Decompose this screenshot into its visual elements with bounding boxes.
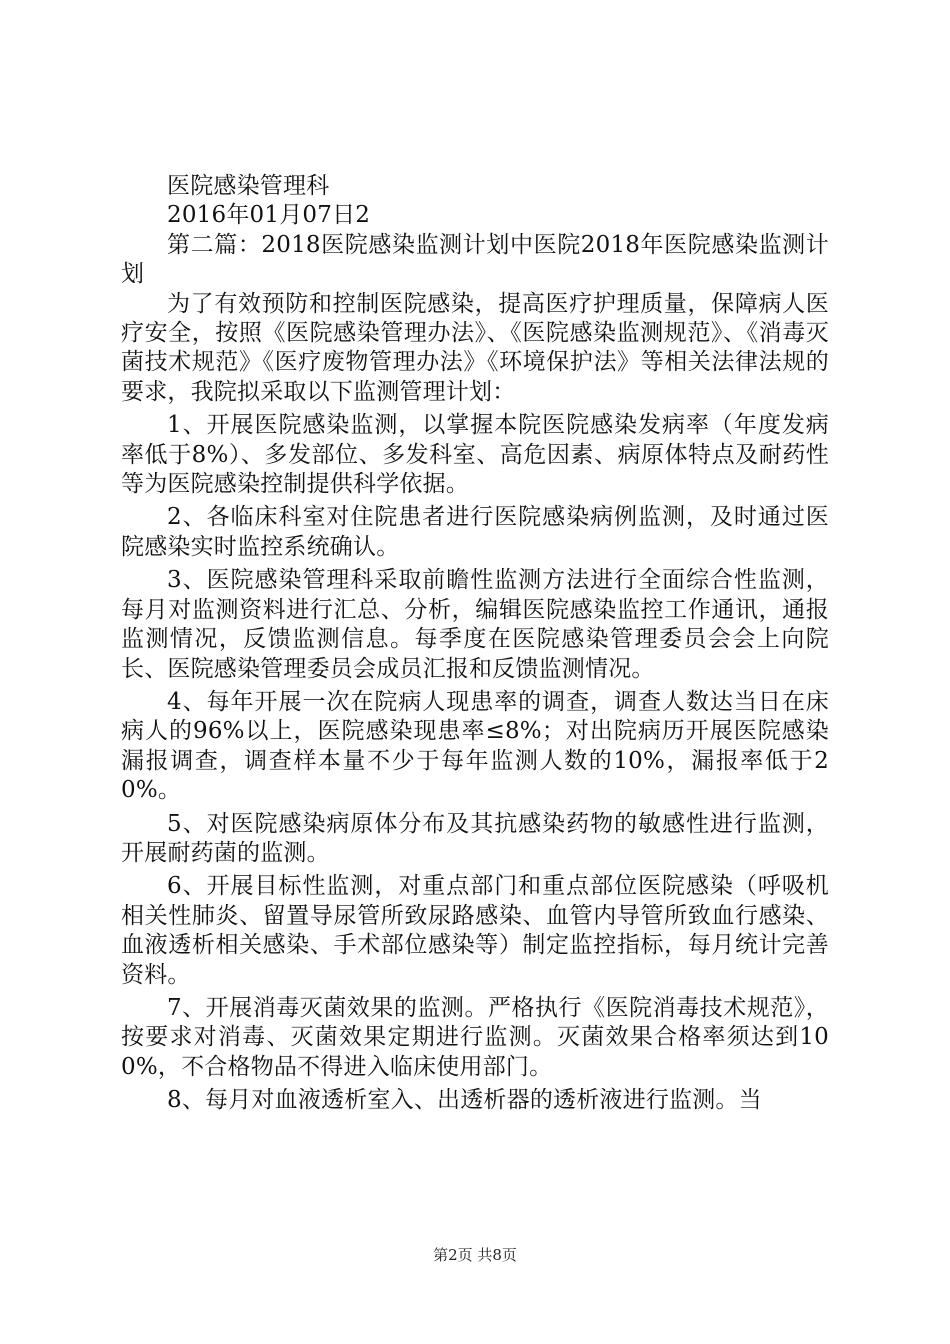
list-item: 7、开展消毒灭菌效果的监测。严格执行《医院消毒技术规范》，按要求对消毒、灭菌效果定期进行监测。灭菌效果合格率须达到100%，不合格物品不得进入临床使用部门。 <box>121 994 829 1080</box>
list-item: 3、医院感染管理科采取前瞻性监测方法进行全面综合性监测，每月对监测资料进行汇总、分析，编辑医院感染监控工作通讯，通报监测情况，反馈监测信息。每季度在医院感染管理委员会会上向院长、医院感染管理委员会成员汇报和反馈监测情况。 <box>121 567 829 682</box>
list-item: 8、每月对血液透析室入、出透析器的透析液进行监测。当 <box>167 1087 762 1114</box>
list-item: 6、开展目标性监测，对重点部门和重点部位医院感染（呼吸机相关性肺炎、留置导尿管所致尿路感染、血管内导管所致血行感染、血液透析相关感染、手术部位感染等）制定监控指标，每月统计完善资料。 <box>121 873 829 988</box>
document-body <box>121 172 829 1116</box>
department-line: 医院感染管理科 <box>167 173 330 199</box>
page-number: 第2页 共8页 <box>433 1246 517 1264</box>
date-line: 2016年01月07日2 <box>167 202 371 229</box>
list-item: 5、对医院感染病原体分布及其抗感染药物的敏感性进行监测，开展耐药菌的监测。 <box>121 810 829 866</box>
list-item: 2、各临床科室对住院患者进行医院感染病例监测，及时通过医院感染实时监控系统确认。 <box>121 504 829 560</box>
list-item: 4、每年开展一次在院病人现患率的调查，调查人数达当日在床病人的96%以上，医院感染现患率≤8%；对出院病历开展医院感染漏报调查，调查样本量不少于每年监测人数的10%，漏报率低于20%。 <box>121 688 829 804</box>
page-footer <box>0 1244 950 1265</box>
intro-paragraph: 为了有效预防和控制医院感染，提高医疗护理质量，保障病人医疗安全，按照《医院感染管理办法》、《医院感染监测规范》、《消毒灭菌技术规范》《医疗废物管理办法》《环境保护法》等相关法律法规的要求，我院拟采取以下监测管理计划： <box>121 290 829 405</box>
list-item: 1、开展医院感染监测，以掌握本院医院感染发病率（年度发病率低于8%）、多发部位、多发科室、高危因素、病原体特点及耐药性等为医院感染控制提供科学依据。 <box>121 412 829 498</box>
section-title: 第二篇：2018医院感染监测计划中医院2018年医院感染监测计划 <box>121 231 829 288</box>
